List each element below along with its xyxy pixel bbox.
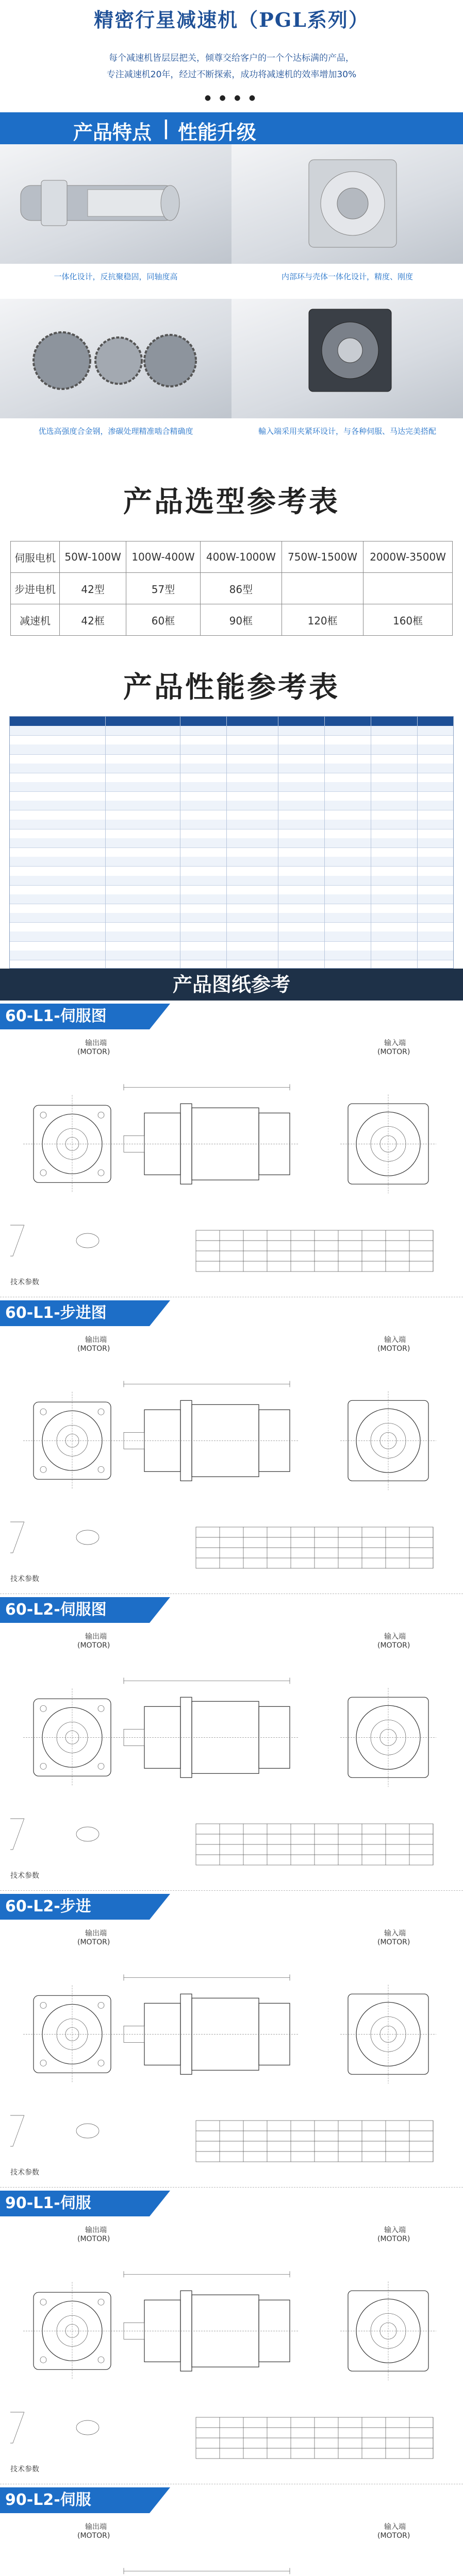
performance-row — [10, 773, 453, 783]
front-view — [23, 2282, 121, 2380]
selection-row — [11, 604, 453, 636]
drawing-section-label: 60-L2-步进 — [0, 1894, 150, 1920]
drawings-banner-label: 产品图纸参考 — [172, 973, 290, 996]
input-side-label: 输入端 — [384, 2226, 406, 2234]
page-title: 精密行星减速机（PGL系列） — [94, 8, 369, 31]
technical-note: 技术参数 — [10, 2465, 39, 2473]
performance-row — [10, 754, 453, 764]
input-side-sub: (MOTOR) — [377, 1345, 410, 1353]
selection-cell: 86型 — [200, 573, 282, 604]
performance-row — [10, 744, 453, 754]
output-side-sub: (MOTOR) — [77, 2235, 110, 2243]
iso-sketch — [10, 2412, 99, 2443]
iso-sketch — [10, 2115, 99, 2146]
performance-row — [10, 726, 453, 736]
technical-note: 技术参数 — [10, 1872, 39, 1880]
input-side-label: 输入端 — [384, 2523, 406, 2531]
front-view — [23, 1985, 121, 2083]
output-side-sub: (MOTOR) — [77, 1938, 110, 1946]
performance-column-rule — [324, 717, 325, 968]
performance-row — [10, 951, 453, 960]
technical-note: 技术参数 — [10, 2168, 39, 2177]
technical-note: 技术参数 — [10, 1575, 39, 1583]
selection-header-cell: 50W-100W — [60, 541, 126, 573]
performance-row — [10, 791, 453, 801]
input-side-label: 输入端 — [384, 1039, 406, 1047]
input-face-view — [340, 1391, 436, 1490]
input-side-sub: (MOTOR) — [377, 1048, 410, 1056]
performance-row — [10, 904, 453, 913]
feature-photo-gearbox-shaft — [0, 144, 231, 264]
drawing-section-label: 60-L1-伺服图 — [0, 1004, 150, 1029]
dimension-table — [196, 1230, 433, 1272]
performance-row — [10, 866, 453, 876]
output-side-sub: (MOTOR) — [77, 1048, 110, 1056]
performance-row — [10, 922, 453, 932]
technical-drawing — [10, 1333, 453, 1589]
output-side-label: 输出端 — [85, 1336, 107, 1344]
side-view — [113, 1381, 299, 1481]
input-side-sub: (MOTOR) — [377, 2532, 410, 2540]
input-face-view — [340, 1985, 436, 2083]
side-view — [113, 1677, 299, 1777]
selection-cell: 160框 — [363, 604, 453, 636]
drawing-section — [0, 1594, 463, 1891]
selection-cell: 42型 — [60, 573, 126, 604]
drawing-section — [0, 1297, 463, 1594]
feature-photo-gears — [0, 299, 231, 418]
drawing-section-label: 90-L1-伺服 — [0, 2191, 150, 2216]
performance-row — [10, 810, 453, 820]
input-side-sub: (MOTOR) — [377, 2235, 410, 2243]
input-side-sub: (MOTOR) — [377, 1641, 410, 1650]
performance-title: 产品性能参考表 — [123, 671, 340, 704]
drawing-section — [0, 1001, 463, 1297]
selection-cell: 步进电机 — [11, 573, 60, 604]
selection-header-cell: 2000W-3500W — [363, 541, 453, 573]
selection-cell: 90框 — [200, 604, 282, 636]
output-side-label: 输出端 — [85, 2523, 107, 2531]
performance-row — [10, 782, 453, 792]
drawing-section-label: 60-L1-步进图 — [0, 1300, 150, 1326]
performance-table-image — [9, 716, 454, 969]
selection-title: 产品选型参考表 — [123, 485, 340, 519]
iso-sketch — [10, 1522, 99, 1553]
selection-header-cell: 100W-400W — [126, 541, 201, 573]
performance-row — [10, 801, 453, 810]
dimension-table — [196, 1527, 433, 1568]
features-banner-left: 产品特点 — [73, 121, 152, 144]
front-view — [23, 1095, 121, 1193]
output-side-sub: (MOTOR) — [77, 2532, 110, 2540]
output-side-label: 输出端 — [85, 1929, 107, 1938]
dimension-table — [196, 2121, 433, 2162]
performance-row — [10, 885, 453, 895]
side-view — [113, 2568, 299, 2576]
features-banner-sep: | — [162, 116, 170, 139]
input-side-label: 输入端 — [384, 1633, 406, 1641]
selection-cell: 42框 — [60, 604, 126, 636]
side-view — [113, 1084, 299, 1184]
selection-header-cell: 400W-1000W — [200, 541, 282, 573]
features-banner — [0, 112, 463, 144]
intro-line-1: 每个减速机皆层层把关，倾尊交给客户的一个个达标满的产品， — [109, 53, 354, 63]
side-view — [113, 2271, 299, 2371]
performance-row — [10, 894, 453, 904]
performance-row — [10, 941, 453, 951]
performance-row — [10, 829, 453, 839]
intro-line-2: 专注减速机20年，经过不断探索，成功将减速机的效率增加30% — [106, 70, 357, 80]
output-side-label: 输出端 — [85, 2226, 107, 2234]
output-side-label: 输出端 — [85, 1039, 107, 1047]
iso-sketch — [10, 1819, 99, 1850]
feature-caption-3: 优选高强度合金钢，渗碳处理精准啮合精确度 — [0, 418, 231, 457]
selection-header-row — [11, 541, 453, 573]
performance-row — [10, 876, 453, 886]
drawing-section — [0, 2188, 463, 2484]
performance-row — [10, 838, 453, 848]
drawing-section — [0, 1891, 463, 2188]
performance-column-rule — [226, 717, 227, 968]
performance-column-rule — [105, 717, 106, 968]
technical-drawing — [10, 1037, 453, 1292]
output-side-sub: (MOTOR) — [77, 1345, 110, 1353]
drawing-section-label: 60-L2-伺服图 — [0, 1597, 150, 1623]
performance-column-rule — [417, 717, 418, 968]
selection-cell: 120框 — [282, 604, 363, 636]
input-face-view — [340, 1094, 436, 1193]
selection-table — [10, 541, 453, 636]
selection-header-cell: 750W-1500W — [282, 541, 363, 573]
performance-row — [10, 764, 453, 773]
technical-drawing — [10, 1630, 453, 1886]
selection-row — [11, 573, 453, 604]
feature-caption-2: 内部环与壳体一体化设计，精度、刚度 — [231, 264, 463, 299]
feature-photo-input-flange — [231, 299, 463, 418]
feature-caption-4: 輸入端采用夹紧环设计，与各种伺服、马达完美搭配 — [231, 418, 463, 457]
features-banner-right: 性能升级 — [178, 121, 257, 144]
selection-cell: 60框 — [126, 604, 201, 636]
selection-cell: 57型 — [126, 573, 201, 604]
performance-header-row — [10, 717, 453, 726]
selection-cell: 减速机 — [11, 604, 60, 636]
divider-dots: ● ● ● ● — [204, 94, 259, 102]
feature-photo-housing — [231, 144, 463, 264]
selection-cell — [363, 573, 453, 604]
input-face-view — [340, 2281, 436, 2380]
input-side-sub: (MOTOR) — [377, 1938, 410, 1946]
performance-row — [10, 820, 453, 829]
iso-sketch — [10, 1225, 99, 1256]
drawing-section — [0, 2484, 463, 2576]
performance-row — [10, 857, 453, 867]
output-side-sub: (MOTOR) — [77, 1641, 110, 1650]
front-view — [23, 1688, 121, 1786]
performance-row — [10, 913, 453, 923]
dimension-table — [196, 2417, 433, 2459]
selection-header-cell: 伺服电机 — [11, 541, 60, 573]
technical-note: 技术参数 — [10, 1278, 39, 1286]
performance-row — [10, 960, 453, 969]
feature-caption-1: 一体化设计，反抗聚稳固，同轴度高 — [0, 264, 231, 299]
drawings-banner — [0, 969, 463, 1001]
output-side-label: 输出端 — [85, 1633, 107, 1641]
front-view — [23, 1392, 121, 1489]
drawing-section-label: 90-L2-伺服 — [0, 2487, 150, 2513]
input-face-view — [340, 1688, 436, 1787]
side-view — [113, 1974, 299, 2074]
performance-row — [10, 735, 453, 745]
technical-drawing — [10, 1927, 453, 2182]
performance-row — [10, 931, 453, 941]
input-side-label: 输入端 — [384, 1336, 406, 1344]
technical-drawing — [10, 2224, 453, 2479]
selection-cell — [282, 573, 363, 604]
input-side-label: 输入端 — [384, 1929, 406, 1938]
dimension-table — [196, 1824, 433, 1865]
performance-row — [10, 848, 453, 857]
